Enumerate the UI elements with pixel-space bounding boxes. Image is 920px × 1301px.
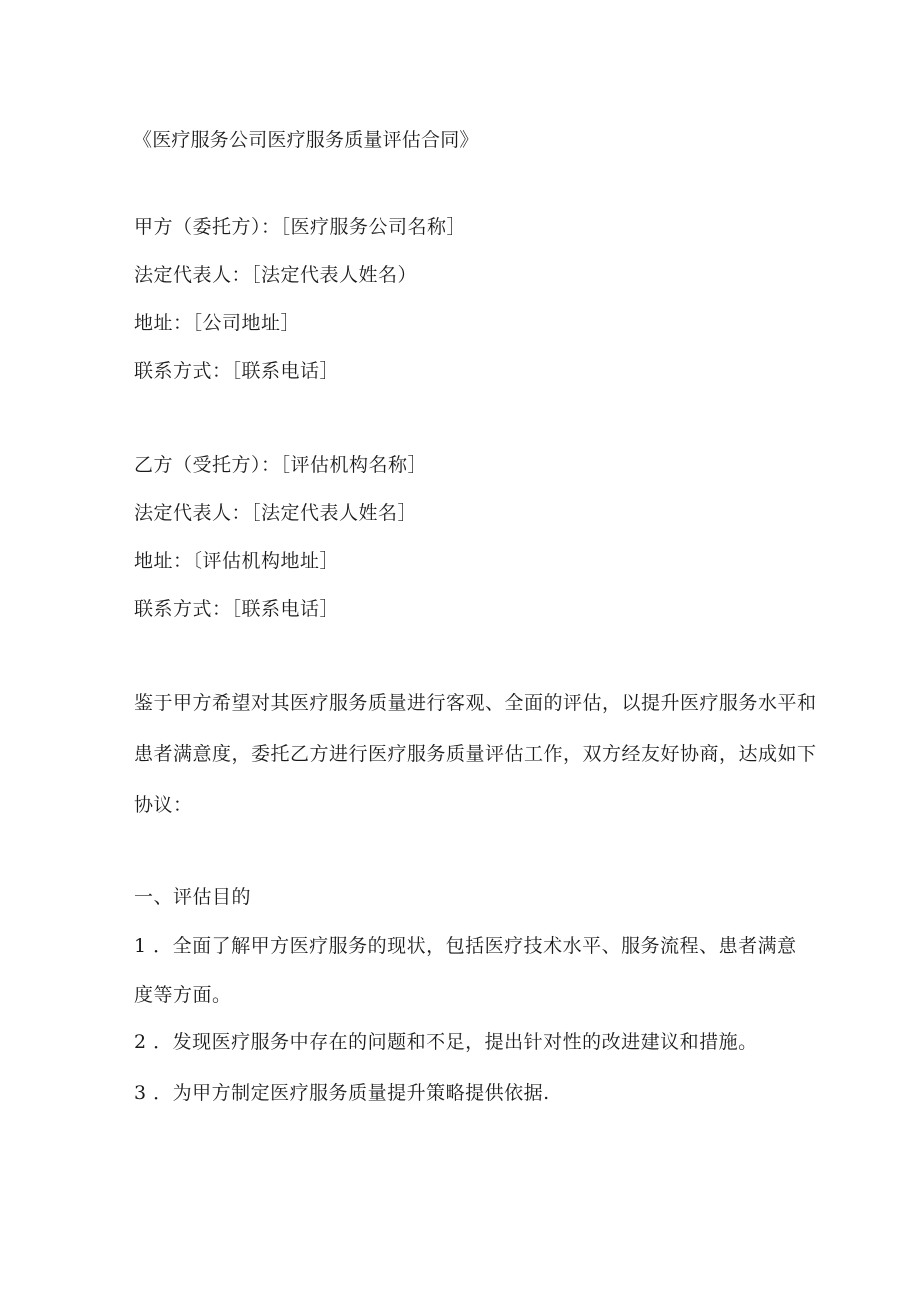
party-b-contact-line: 联系方式：［联系电话］	[134, 598, 340, 620]
preamble-line-2: 患者满意度，委托乙方进行医疗服务质量评估工作，双方经友好协商，达成如下	[134, 743, 817, 765]
party-b-name-line: 乙方（受托方）：［评估机构名称］	[134, 454, 428, 476]
preamble-line-1: 鉴于甲方希望对其医疗服务质量进行客观、全面的评估，以提升医疗服务水平和	[134, 692, 817, 714]
party-a-contact-line: 联系方式：［联系电话］	[134, 360, 340, 382]
section-1-item-2: 2 ．发现医疗服务中存在的问题和不足，提出针对性的改进建议和措施。	[134, 1031, 758, 1053]
party-a-name-line: 甲方（委托方）：［医疗服务公司名称］	[134, 216, 467, 238]
document-title: 《医疗服务公司医疗服务质量评估合同》	[133, 129, 479, 151]
preamble-line-3: 协议：	[134, 794, 193, 816]
section-1-item-3: 3 ．为甲方制定医疗服务质量提升策略提供依据.	[134, 1082, 550, 1104]
party-b-address-line: 地址：〔评估机构地址］	[134, 550, 340, 572]
section-1-item-1-line-1: 1 ．全面了解甲方医疗服务的现状，包括医疗技术水平、服务流程、患者满意	[134, 935, 797, 957]
section-1-heading: 一、评估目的	[134, 886, 252, 908]
party-b-representative-line: 法定代表人：［法定代表人姓名］	[134, 502, 418, 524]
party-a-representative-line: 法定代表人：［法定代表人姓名）	[134, 264, 418, 286]
section-1-item-1-line-2: 度等方面。	[134, 984, 232, 1006]
party-a-address-line: 地址：［公司地址］	[134, 312, 301, 334]
